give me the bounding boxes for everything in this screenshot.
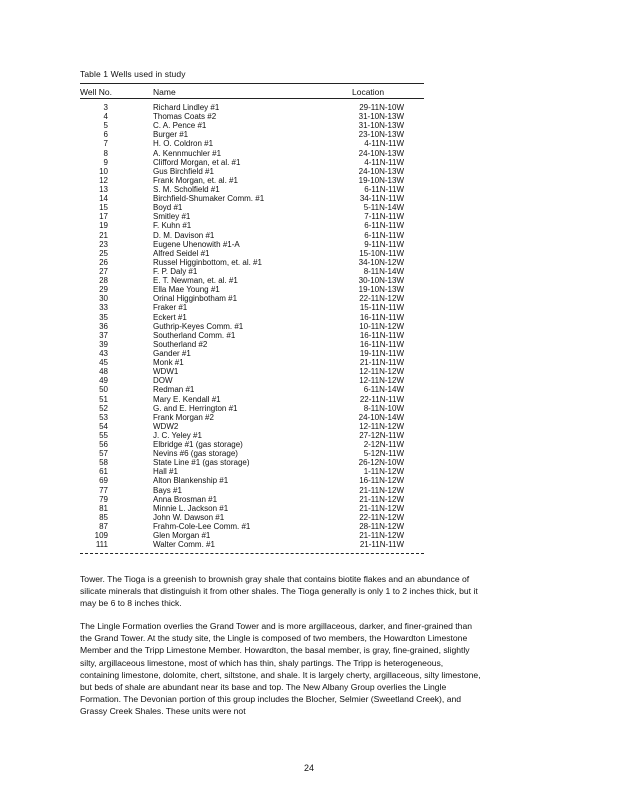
well-name-cell: Guthrip-Keyes Comm. #1 [153, 321, 244, 331]
well-number-cell: 109 [94, 531, 108, 541]
well-location-cell: 8-11N-14W [363, 266, 404, 276]
well-name-cell: Anna Brosman #1 [153, 494, 218, 504]
well-location-cell: 16-11N-11W [359, 330, 404, 340]
well-name-cell: F. Kuhn #1 [153, 221, 192, 231]
table-row [80, 176, 424, 185]
well-name-cell: Southerland Comm. #1 [153, 330, 236, 340]
table-row [80, 422, 424, 431]
table-bottom-rule [80, 553, 424, 554]
well-name-cell: A. Kennmuchler #1 [153, 148, 222, 158]
well-location-cell: 1-11N-12W [363, 467, 404, 477]
well-location-cell: 19-10N-13W [358, 175, 404, 185]
well-location-cell: 22-11N-11W [359, 394, 404, 404]
well-location-cell: 15-10N-11W [359, 248, 404, 258]
table-top-rule [80, 83, 424, 84]
well-number-cell: 3 [103, 103, 108, 112]
well-number-cell: 30 [99, 294, 108, 304]
table-row [80, 303, 424, 312]
well-location-cell: 19-10N-13W [358, 285, 404, 295]
well-location-cell: 16-11N-12W [359, 476, 404, 486]
table-row [80, 167, 424, 176]
well-name-cell: E. T. Newman, et. al. #1 [153, 276, 238, 286]
well-location-cell: 22-11N-12W [359, 294, 404, 304]
well-name-cell: Eugene Uhenowith #1-A [153, 239, 240, 249]
well-name-cell: State Line #1 (gas storage) [153, 458, 250, 468]
well-name-cell: Eckert #1 [153, 312, 187, 322]
well-location-cell: 6-11N-14W [363, 385, 404, 395]
well-name-cell: Alfred Seidel #1 [153, 248, 210, 258]
table-row [80, 413, 424, 422]
well-number-cell: 77 [99, 485, 108, 495]
well-location-cell: 21-11N-12W [359, 503, 404, 513]
well-location-cell: 31-10N-13W [358, 112, 404, 122]
well-number-cell: 35 [99, 312, 108, 322]
well-location-cell: 2-12N-11W [363, 440, 404, 450]
well-location-cell: 6-11N-11W [364, 184, 404, 194]
well-name-cell: Monk #1 [153, 358, 184, 368]
well-location-cell: 5-12N-11W [363, 449, 404, 459]
well-name-cell: Walter Comm. #1 [153, 540, 215, 550]
well-name-cell: Thomas Coats #2 [153, 112, 217, 122]
table-row [80, 240, 424, 249]
well-number-cell: 12 [99, 175, 108, 185]
well-name-cell: H. O. Coldron #1 [153, 139, 214, 149]
well-number-cell: 29 [99, 285, 108, 295]
header-name: Name [153, 87, 176, 97]
table-row [80, 212, 424, 221]
well-number-cell: 81 [99, 503, 108, 513]
header-well-no: Well No. [80, 87, 112, 97]
table-row [80, 203, 424, 212]
well-name-cell: S. M. Scholfield #1 [153, 184, 220, 194]
table-row [80, 258, 424, 267]
table-row [80, 449, 424, 458]
page-number: 24 [303, 763, 314, 773]
well-name-cell: Orinal Higginbotham #1 [153, 294, 238, 304]
well-location-cell: 34-10N-12W [358, 257, 404, 267]
table-row [80, 395, 424, 404]
well-number-cell: 23 [99, 239, 108, 249]
well-number-cell: 8 [103, 148, 108, 158]
well-location-cell: 21-11N-12W [359, 485, 404, 495]
table-body [80, 103, 424, 549]
well-name-cell: Minnie L. Jackson #1 [153, 503, 229, 513]
well-number-cell: 13 [99, 184, 108, 194]
well-number-cell: 53 [99, 412, 108, 422]
table-row [80, 194, 424, 203]
table-row [80, 331, 424, 340]
well-location-cell: 6-11N-11W [364, 221, 404, 231]
well-location-cell: 24-10N-14W [358, 412, 404, 422]
well-number-cell: 25 [99, 248, 108, 258]
well-name-cell: DOW [153, 376, 173, 386]
well-number-cell: 55 [99, 430, 108, 440]
well-number-cell: 43 [99, 348, 108, 358]
table-row [80, 112, 424, 121]
table-row [80, 139, 424, 148]
table-row [80, 322, 424, 331]
well-location-cell: 24-10N-13W [358, 148, 404, 158]
table-row [80, 285, 424, 294]
well-location-cell: 34-11N-11W [359, 194, 404, 204]
table-row [80, 349, 424, 358]
well-number-cell: 54 [99, 421, 108, 431]
table-caption: Table 1 Wells used in study [80, 69, 186, 79]
table-row [80, 440, 424, 449]
well-number-cell: 87 [99, 522, 108, 532]
well-location-cell: 16-11N-11W [359, 312, 404, 322]
well-name-cell: Elbridge #1 (gas storage) [153, 440, 243, 450]
well-number-cell: 39 [99, 339, 108, 349]
table-row [80, 121, 424, 130]
well-name-cell: Southerland #2 [153, 339, 208, 349]
table-row [80, 540, 424, 549]
table-row [80, 294, 424, 303]
well-number-cell: 17 [99, 212, 108, 222]
well-name-cell: Bays #1 [153, 485, 182, 495]
well-number-cell: 50 [99, 385, 108, 395]
header-location: Location [352, 87, 385, 97]
table-row [80, 103, 424, 112]
well-name-cell: Richard Lindley #1 [153, 103, 220, 112]
well-location-cell: 4-11N-11W [364, 139, 404, 149]
well-number-cell: 27 [99, 266, 108, 276]
well-number-cell: 51 [99, 394, 108, 404]
well-name-cell: Burger #1 [153, 130, 189, 140]
well-location-cell: 5-11N-14W [363, 203, 404, 213]
well-number-cell: 4 [103, 112, 108, 122]
table-row [80, 504, 424, 513]
well-location-cell: 26-12N-10W [358, 458, 404, 468]
table-row [80, 358, 424, 367]
table-row [80, 522, 424, 531]
well-number-cell: 69 [99, 476, 108, 486]
well-name-cell: Clifford Morgan, et al. #1 [153, 157, 241, 167]
well-number-cell: 56 [99, 440, 108, 450]
table-row [80, 513, 424, 522]
well-name-cell: Ella Mae Young #1 [153, 285, 220, 295]
well-number-cell: 37 [99, 330, 108, 340]
well-location-cell: 29-11N-10W [359, 103, 404, 112]
well-name-cell: Gus Birchfield #1 [153, 166, 214, 176]
well-location-cell: 19-11N-11W [359, 348, 404, 358]
table-row [80, 385, 424, 394]
well-name-cell: G. and E. Herrington #1 [153, 403, 238, 413]
table-header-rule [80, 98, 424, 99]
table-row [80, 221, 424, 230]
table-row [80, 185, 424, 194]
well-location-cell: 28-11N-12W [359, 522, 404, 532]
well-number-cell: 6 [103, 130, 108, 140]
well-name-cell: C. A. Pence #1 [153, 121, 207, 131]
well-number-cell: 52 [99, 403, 108, 413]
table-row [80, 404, 424, 413]
well-number-cell: 85 [99, 512, 108, 522]
well-number-cell: 57 [99, 449, 108, 459]
well-number-cell: 21 [99, 230, 108, 240]
well-name-cell: Birchfield-Shumaker Comm. #1 [153, 194, 265, 204]
table-row [80, 249, 424, 258]
well-location-cell: 16-11N-11W [359, 339, 404, 349]
well-number-cell: 36 [99, 321, 108, 331]
well-name-cell: Redman #1 [153, 385, 195, 395]
well-name-cell: WDW2 [153, 421, 179, 431]
well-number-cell: 79 [99, 494, 108, 504]
well-name-cell: Frahm-Cole-Lee Comm. #1 [153, 522, 251, 532]
well-number-cell: 26 [99, 257, 108, 267]
well-name-cell: Frank Morgan #2 [153, 412, 214, 422]
well-location-cell: 15-11N-11W [359, 303, 404, 313]
well-location-cell: 27-12N-11W [359, 430, 404, 440]
table-row [80, 467, 424, 476]
well-number-cell: 33 [99, 303, 108, 313]
table-row [80, 367, 424, 376]
well-location-cell: 24-10N-13W [358, 166, 404, 176]
well-location-cell: 12-11N-12W [359, 367, 404, 377]
well-name-cell: F. P. Daly #1 [153, 266, 198, 276]
well-location-cell: 4-11N-11W [364, 157, 404, 167]
table-row [80, 158, 424, 167]
well-location-cell: 23-10N-13W [358, 130, 404, 140]
table-row [80, 231, 424, 240]
table-row [80, 267, 424, 276]
well-name-cell: J. C. Yeley #1 [153, 430, 202, 440]
table-row [80, 376, 424, 385]
well-name-cell: Nevins #6 (gas storage) [153, 449, 238, 459]
well-number-cell: 15 [99, 203, 108, 213]
table-row [80, 486, 424, 495]
well-name-cell: WDW1 [153, 367, 179, 377]
well-number-cell: 19 [99, 221, 108, 231]
table-row [80, 313, 424, 322]
table-row [80, 531, 424, 540]
well-location-cell: 31-10N-13W [358, 121, 404, 131]
well-location-cell: 6-11N-11W [364, 230, 404, 240]
well-number-cell: 48 [99, 367, 108, 377]
table-row [80, 431, 424, 440]
body-paragraph-2: The Lingle Formation overlies the Grand Tower and is more argillaceous, darker, and finer-grained than the Grand Tower. At the study site, the Lingle is composed of two members, the Howardton Limestone Member and the Tripp Limestone Member. Howardton, the basal member, is gray, fine-grained, slightly silty, argillaceous limestone, most of which has thin, shaly partings. The Tripp is heterogeneous, containing limestone, dolomite, chert, siltstone, and shale. It is largely cherty, argillaceous, silty limestone, but beds of shale are abundant near its base and top. The New Albany Group overlies the Lingle Formation. The Devonian portion of this group includes the Blocher, Selmier (Sweetland Creek), and Grassy Creek Shales. These units were not [80, 621, 481, 717]
well-location-cell: 21-11N-12W [359, 531, 404, 541]
well-number-cell: 111 [95, 540, 108, 550]
well-number-cell: 7 [103, 139, 108, 149]
well-number-cell: 10 [99, 166, 108, 176]
well-location-cell: 21-11N-12W [359, 494, 404, 504]
well-number-cell: 9 [103, 157, 108, 167]
well-name-cell: Boyd #1 [153, 203, 183, 213]
table-row [80, 130, 424, 139]
well-location-cell: 30-10N-13W [358, 276, 404, 286]
well-number-cell: 49 [99, 376, 108, 386]
well-location-cell: 10-11N-12W [359, 321, 404, 331]
well-location-cell: 21-11N-11W [359, 358, 404, 368]
well-name-cell: Mary E. Kendall #1 [153, 394, 221, 404]
well-number-cell: 61 [99, 467, 108, 477]
well-location-cell: 12-11N-12W [359, 376, 404, 386]
well-name-cell: Gander #1 [153, 348, 191, 358]
well-location-cell: 22-11N-12W [359, 512, 404, 522]
table-row [80, 495, 424, 504]
well-name-cell: Alton Blankenship #1 [153, 476, 229, 486]
well-number-cell: 45 [99, 358, 108, 368]
table-row [80, 458, 424, 467]
well-name-cell: Hall #1 [153, 467, 178, 477]
table-row [80, 340, 424, 349]
well-location-cell: 12-11N-12W [359, 421, 404, 431]
well-number-cell: 28 [99, 276, 108, 286]
table-row [80, 476, 424, 485]
well-name-cell: Frank Morgan, et. al. #1 [153, 175, 238, 185]
well-location-cell: 21-11N-11W [359, 540, 404, 550]
well-name-cell: Fraker #1 [153, 303, 188, 313]
well-location-cell: 8-11N-10W [363, 403, 404, 413]
well-location-cell: 9-11N-11W [364, 239, 404, 249]
body-paragraph-1: Tower. The Tioga is a greenish to brownish gray shale that contains biotite flakes and an abundance of silicate minerals that distinguish it from other shales. The Tioga generally is only 1 to 2 inches thick, but it may be 6 to 8 inches thick. [80, 574, 478, 609]
well-number-cell: 58 [99, 458, 108, 468]
well-number-cell: 14 [99, 194, 108, 204]
table-row [80, 276, 424, 285]
well-name-cell: Russel Higginbottom, et. al. #1 [153, 257, 262, 267]
well-name-cell: Smitley #1 [153, 212, 191, 222]
well-location-cell: 7-11N-11W [364, 212, 404, 222]
well-name-cell: Glen Morgan #1 [153, 531, 211, 541]
table-row [80, 149, 424, 158]
well-name-cell: John W. Dawson #1 [153, 512, 225, 522]
well-name-cell: D. M. Davison #1 [153, 230, 215, 240]
well-number-cell: 5 [103, 121, 108, 131]
table-header [80, 87, 424, 97]
